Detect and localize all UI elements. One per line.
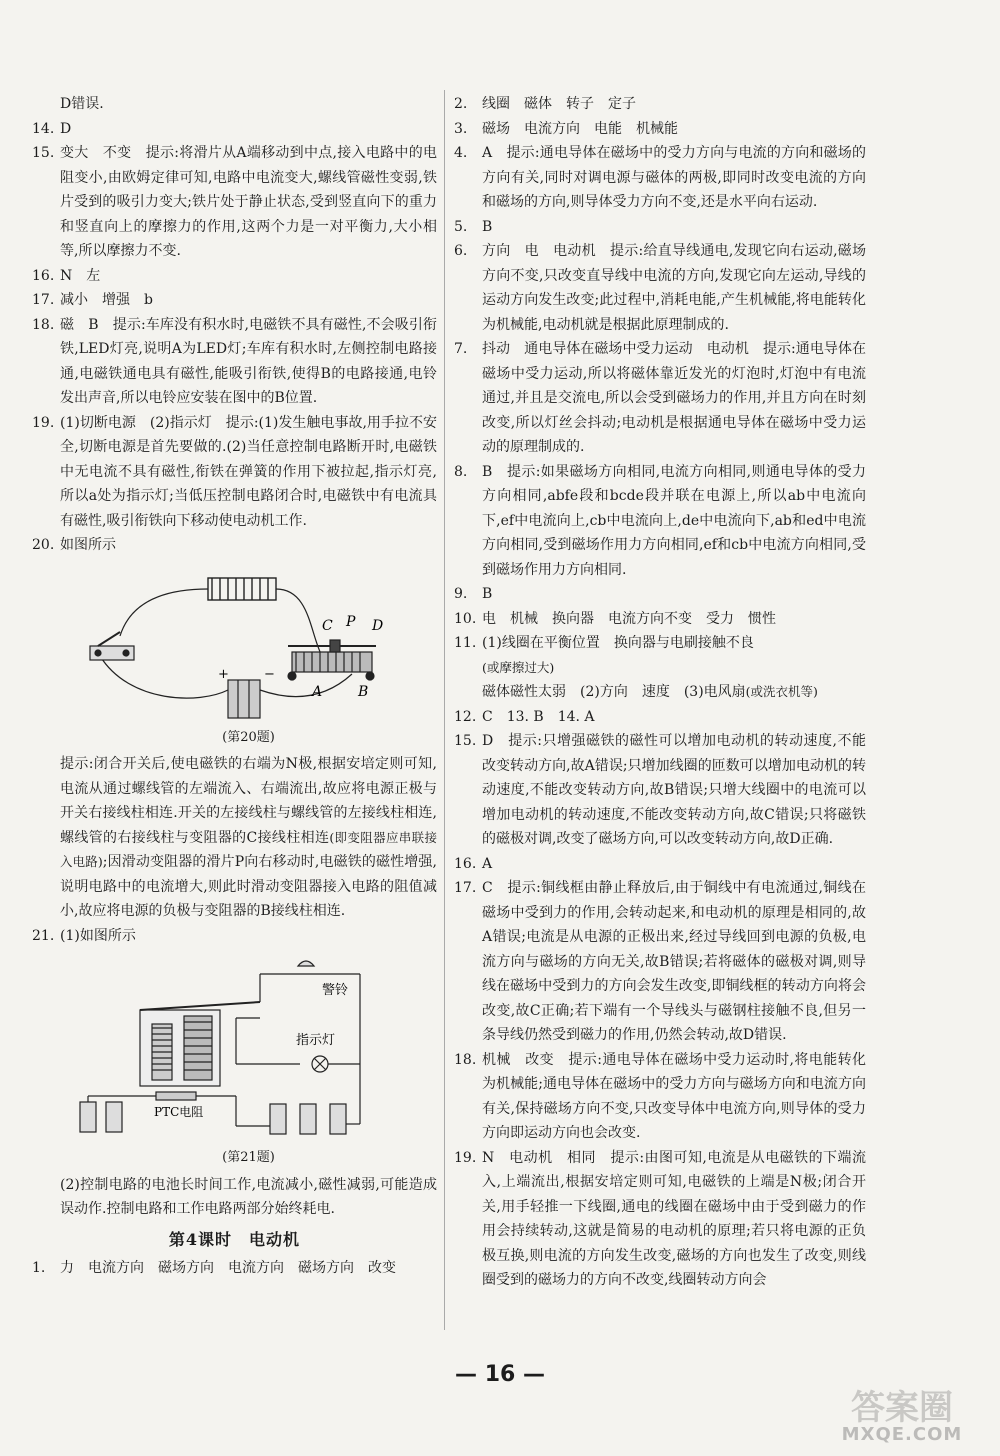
item-number: 6. (454, 243, 468, 259)
answer-item (454, 117, 866, 142)
item-number: 18. (454, 1051, 477, 1068)
item-text: C 13. B 14. A (482, 708, 595, 725)
item-number: 16. (454, 855, 477, 872)
item-number: 10. (454, 610, 477, 627)
item-number: 5. (454, 218, 468, 235)
column-divider (444, 90, 445, 1330)
answer-item-1 (32, 1256, 437, 1281)
answer-item (454, 1146, 866, 1293)
item-text: 变大 不变 提示:将滑片从A端移动到中点,接入电路中的电阻变小,由欧姆定律可知,电路中电流变大,螺线管磁性变弱,铁片受到的吸引力变大;铁片处于静止状态,受到竖直向下的重力和竖直向上的摩擦力的作用,这两个力是一对平衡力,大小相等,所以摩擦力不变. (60, 145, 437, 259)
answer-item (454, 705, 866, 730)
item-text: C 提示:铜线框由静止释放后,由于铜线中有电流通过,铜线在磁场中受到力的作用,会转动起来,和电动机的原理是相同的,故A错误;电流是从电源的正极出来,经过导线回到电源的负极,电流方向与磁场的方向无关,故B错误;若将磁体的磁极对调,则导线在磁场中受到力的方向会发生改变,即铜线框的转动方向将会改变,故C正确;若下端有一个导线头与磁钢柱接触不良,但另一条导线仍然受到磁力的作用,仍然会转动,故D错误. (482, 880, 866, 1043)
answer-item-21 (32, 924, 437, 949)
item-number: 19. (32, 414, 55, 431)
item-text: 机械 改变 提示:通电导体在磁场中受力运动时,将电能转化为机械能;通电导体在磁场中的受力方向与磁场方向和电流方向有关,保持磁场方向不变,只改变导体中电流方向,则导体的受力方向即运动方向也会改变. (482, 1051, 866, 1141)
label-B: B (358, 683, 369, 700)
label-D: D (372, 617, 384, 634)
battery-pack (228, 680, 260, 718)
circuit-diagram-21 (60, 954, 410, 1144)
item-text: 如图所示 (60, 537, 116, 553)
solenoid-coil (208, 578, 276, 600)
answer-item (454, 876, 866, 1048)
item-number: 9. (454, 586, 468, 602)
answer-item (454, 729, 866, 852)
label-minus: − (264, 666, 275, 682)
answer-item (454, 239, 866, 337)
item-number: 7. (454, 341, 468, 357)
item-text: 电 机械 换向器 电流方向不变 受力 惯性 (482, 610, 776, 627)
answer-item (454, 852, 866, 877)
item-number: 11. (454, 635, 477, 651)
right-column (454, 92, 866, 1293)
item-number: 15. (454, 733, 477, 749)
left-column (32, 92, 437, 1281)
item-text: 磁场 电流方向 电能 机械能 (482, 120, 678, 137)
item-text: D (60, 120, 72, 137)
answer-item (454, 582, 866, 607)
label-bell: 警铃 (322, 983, 349, 998)
figure-20 (60, 564, 437, 751)
intro-line: D错误. (60, 96, 104, 112)
answer-item (32, 288, 437, 313)
label-A: A (312, 683, 323, 700)
item-number: 21. (32, 927, 55, 944)
label-ptc: PTC电阻 (154, 1105, 204, 1119)
answer-item (32, 313, 437, 411)
answer-item-11-line2 (454, 680, 866, 705)
item-number: 20. (32, 537, 55, 553)
item-number: 17. (454, 880, 477, 896)
item-11-line2-text: 磁体磁性太弱 (2)方向 速度 (3)电风扇 (482, 684, 746, 700)
watermark-logo: 答案圈 (851, 1388, 953, 1428)
item-text: 方向 电 电动机 提示:给直导线通电,发现它向右运动,磁场方向不变,只改变直导线中电流的方向,发现它向左运动,导线的运动方向发生改变;此过程中,消耗电能,产生机械能,将电能转化为机械能,电动机就是根据此原理制成的. (482, 243, 866, 333)
item-number: 3. (454, 120, 468, 137)
answer-item (32, 411, 437, 534)
answer-item (454, 607, 866, 632)
watermark-site: MXQE.COM (841, 1424, 963, 1445)
item-number: 12. (454, 708, 477, 725)
item-number: 2. (454, 96, 468, 112)
item-number: 19. (454, 1149, 477, 1166)
watermark (812, 1380, 992, 1450)
answer-item (454, 215, 866, 240)
item-number: 4. (454, 145, 468, 161)
answer-item (454, 141, 866, 215)
hint-20-text: 提示:闭合开关后,使电磁铁的右端为N极,根据安培定则可知,电流从通过螺线管的左端流入、右端流出,故应将电源正极与开关右接线柱相连.开关的左接线柱与螺线管的左接线柱相连,螺线管的右接线柱与变阻器的C接线柱相连 (60, 756, 437, 846)
item-text: N 左 (60, 267, 101, 284)
hint-20-rest: ;因滑动变阻器的滑片P向右移动时,电磁铁的磁性增强,说明电路中的电流增大,则此时滑动变阻器接入电路的阻值减小,故应将电源的负极与变阻器的B接线柱相连. (60, 854, 437, 919)
circuit-diagram-20 (60, 564, 390, 724)
item-text: 线圈 磁体 转子 定子 (482, 96, 636, 112)
item-number: 1. (32, 1260, 46, 1276)
label-C: C (322, 617, 333, 634)
answer-item (454, 631, 866, 656)
item-text: B (482, 586, 493, 602)
item-text: 抖动 通电导体在磁场中受力运动 电动机 提示:通电导体在磁场中受力运动,所以将磁体靠近发光的灯泡时,灯泡中有电流通过,并且是交流电,所以会受到磁场力的作用,并且方向在时刻改变,所以灯丝会抖动;电动机是根据通电导体在磁场中受力运动的原理制成的. (482, 341, 866, 455)
item-number: 18. (32, 316, 55, 333)
page-number: — 16 — (455, 1362, 545, 1387)
item-text: A (482, 855, 493, 872)
bell-icon (298, 961, 314, 966)
answer-item (454, 92, 866, 117)
item-text: (1)如图所示 (60, 927, 136, 944)
figure-20-caption: (第20题) (222, 729, 275, 745)
item-text: B (482, 218, 493, 235)
item-text: (1)线圈在平衡位置 换向器与电刷接触不良 (482, 635, 754, 651)
answer-item (32, 117, 437, 142)
item-number: 17. (32, 292, 55, 308)
item-11-note1: (或摩擦过大) (482, 659, 555, 675)
item-text: A 提示:通电导体在磁场中的受力方向与电流的方向和磁场的方向有关,同时对调电源与磁体的两极,即同时改变电流的方向和磁场的方向,则导体受力方向不变,还是水平向右运动. (482, 145, 866, 210)
item-text: (1)切断电源 (2)指示灯 提示:(1)发生触电事故,用手拉不安全,切断电源是首先要做的.(2)当任意控制电路断开时,电磁铁中无电流不具有磁性,衔铁在弹簧的作用下被拉起,指示灯亮,所以a处为指示灯;当低压控制电路闭合时,电磁铁中有电流具有磁性,吸引衔铁向下移动使电动机工作. (60, 414, 437, 529)
hint-20-note: (即变阻器应串联接入电路) (60, 829, 437, 869)
item-number: 8. (454, 463, 468, 480)
label-P: P (346, 613, 356, 630)
figure-21-caption: (第21题) (222, 1150, 275, 1165)
answer-item (32, 264, 437, 289)
answer-item (32, 533, 437, 558)
item-11-note2: (或洗衣机等) (745, 684, 818, 699)
figure-21 (60, 954, 437, 1171)
item-number: 15. (32, 145, 55, 161)
item-text: D 提示:只增强磁铁的磁性可以增加电动机的转动速度,不能改变转动方向,故A错误;只增加线圈的匝数可以增加电动机的转动速度,不能改变转动方向,故B错误;只增大线圈中的电流可以增加电动机的转动速度,不能改变转动方向,故C错误;只将磁铁的磁极对调,改变了磁场方向,可以改变转动方向,故D正确. (482, 733, 866, 847)
answer-item-21-part2: (2)控制电路的电池长时间工作,电流减小,磁性减弱,可能造成误动作.控制电路和工作电路两部分始终耗电. (60, 1176, 437, 1217)
answer-item (32, 141, 437, 264)
item-text: B 提示:如果磁场方向相同,电流方向相同,则通电导体的受力方向相同,abfe段和bcde段并联在电源上,所以ab中电流向下,ef中电流向上,cb中电流向上,de中电流向下,ab和ed中电流方向相同,受到磁场作用力方向相同,ef和cb中电流方向相同,受到磁场作用力方向相同. (482, 463, 866, 578)
item-text: 力 电流方向 磁场方向 电流方向 磁场方向 改变 (60, 1260, 396, 1276)
item-text: 磁 B 提示:车库没有积水时,电磁铁不具有磁性,不会吸引衔铁,LED灯亮,说明A为LED灯;车库有积水时,左侧控制电路接通,电磁铁通电具有磁性,能吸引衔铁,使得B的电路接通,电铃发出声音,所以电铃应安装在图中的B位置. (60, 316, 437, 406)
answer-item-11-note (454, 656, 866, 681)
label-lamp: 指示灯 (296, 1033, 336, 1048)
answer-item (454, 460, 866, 583)
item-text: 减小 增强 b (60, 292, 153, 308)
hint-20 (32, 752, 437, 924)
knife-switch (90, 632, 134, 660)
answer-item (454, 1048, 866, 1146)
answer-item (454, 337, 866, 460)
item-text: N 电动机 相同 提示:由图可知,电流是从电磁铁的下端流入,上端流出,根据安培定则可知,电磁铁的上端是N极;闭合开关,用手轻推一下线圈,通电的线圈在磁场中由于受到磁力的作用会持续转动,这就是简易的电动机的原理;若只将电源的正负极互换,则电流的方向发生改变,磁场的方向也发生了改变,则线圈受到的磁场力的方向不改变,线圈转动方向会 (482, 1149, 866, 1288)
item-number: 14. (32, 120, 55, 137)
label-plus: + (218, 666, 229, 682)
item-number: 16. (32, 267, 55, 284)
section-title: 第4课时 电动机 (168, 1229, 301, 1249)
rheostat (288, 640, 376, 680)
